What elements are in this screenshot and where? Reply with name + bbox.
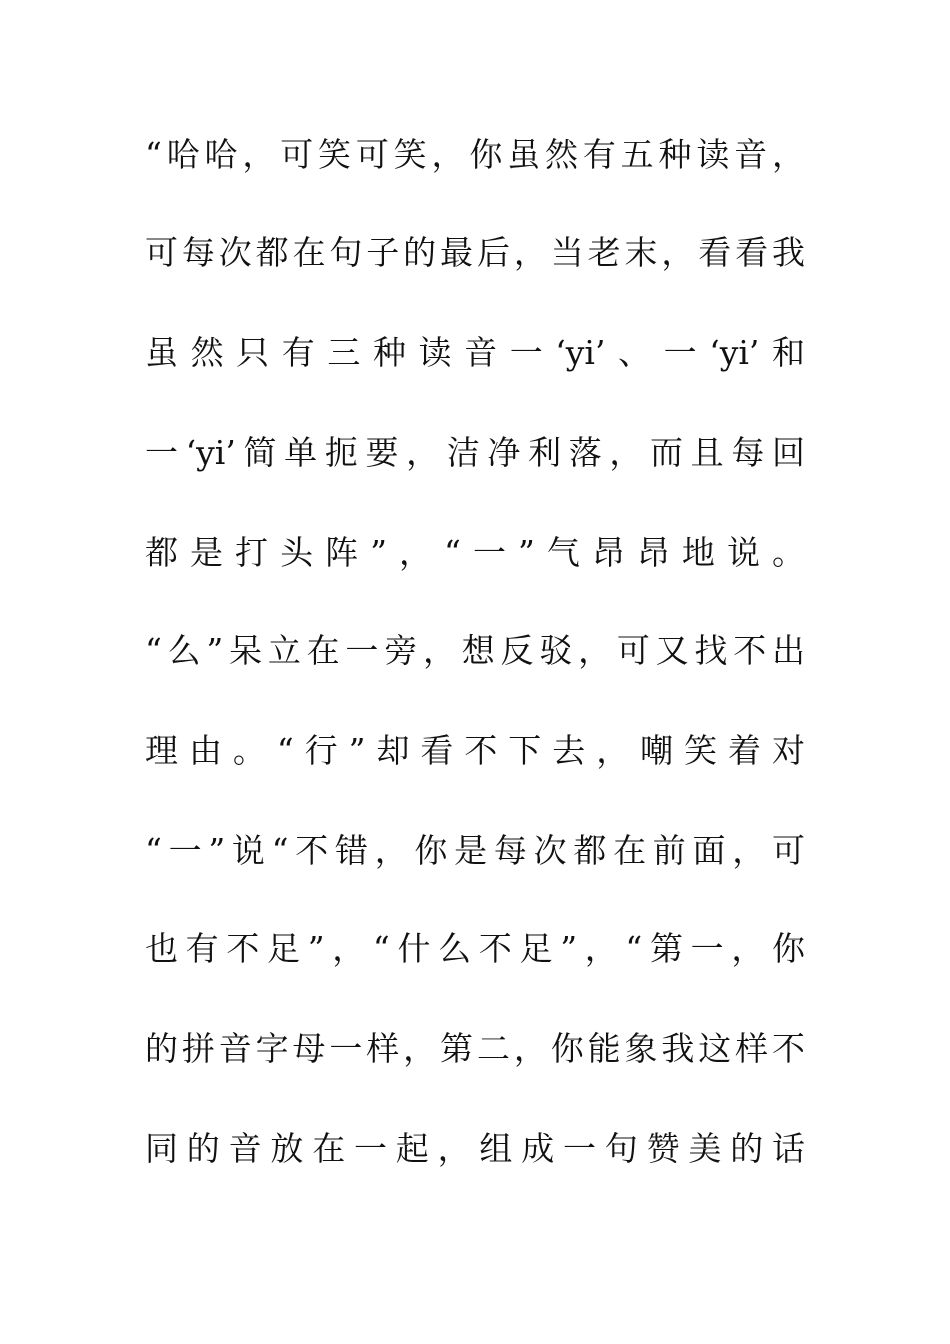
- text-line-1: “哈哈，可笑可笑，你虽然有五种读音，: [145, 135, 805, 174]
- text-line-11: 同的音放在一起，组成一句赞美的话: [145, 1129, 805, 1168]
- text-line-3: 虽然只有三种读音一‘yi’、一‘yi’和: [145, 333, 805, 372]
- text-line-8: “一”说“不错，你是每次都在前面，可: [145, 831, 805, 870]
- text-line-6: “么”呆立在一旁，想反驳，可又找不出: [145, 631, 805, 670]
- text-line-5: 都是打头阵”，“一”气昂昂地说。: [145, 533, 805, 572]
- text-line-2: 可每次都在句子的最后，当老末，看看我: [145, 233, 805, 272]
- text-line-9: 也有不足”，“什么不足”，“第一，你: [145, 929, 805, 968]
- text-line-4: 一‘yi’简单扼要，洁净利落，而且每回: [145, 433, 805, 472]
- text-line-7: 理由。“行”却看不下去，嘲笑着对: [145, 731, 805, 770]
- text-line-10: 的拼音字母一样，第二，你能象我这样不: [145, 1029, 805, 1068]
